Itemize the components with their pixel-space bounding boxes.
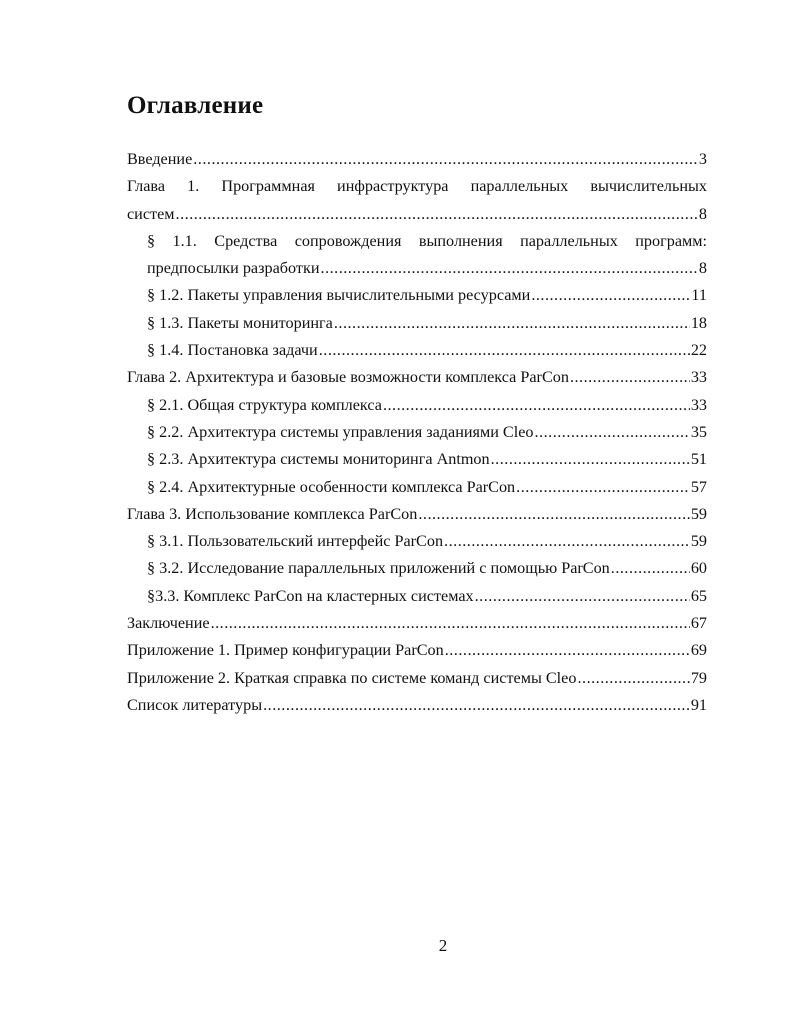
- toc-entry-section-3-2: [147, 555, 707, 582]
- toc-entry-page: 8: [698, 204, 707, 223]
- toc-entry-title: § 1.2. Пакеты управления вычислительными ресурсами: [147, 286, 531, 305]
- toc-entry-page: 8: [698, 259, 707, 278]
- toc-entry-title: Заключение: [127, 614, 210, 633]
- toc-entry-page: 91: [690, 695, 707, 714]
- toc-entry-appendix-2: [127, 665, 707, 692]
- dot-leader: [321, 255, 698, 282]
- dot-leader: [176, 201, 698, 228]
- toc-entry-title: Глава 2. Архитектура и базовые возможности комплекса ParCon: [127, 368, 569, 387]
- page-number: 2: [438, 936, 448, 955]
- dot-leader: [445, 637, 690, 664]
- toc-entry-title: § 3.2. Исследование параллельных приложений с помощью ParCon: [147, 559, 610, 578]
- toc-entry-page: 33: [690, 395, 707, 414]
- dot-leader: [611, 555, 690, 582]
- toc-entry-section-1-1: [147, 228, 707, 283]
- toc-entry-title-line2: систем: [127, 204, 175, 223]
- toc-entry-title-line1: Глава 1. Программная инфраструктура параллельных вычислительных: [127, 177, 707, 196]
- toc-entry-page: 18: [690, 313, 707, 332]
- toc-entry-section-2-1: [147, 392, 707, 419]
- toc-entry-title: § 2.2. Архитектура системы управления заданиями Cleo: [147, 422, 534, 441]
- toc-entry-title-line2-row: [147, 255, 707, 282]
- toc-entry-intro: [127, 146, 707, 173]
- dot-leader: [531, 282, 690, 309]
- dot-leader: [475, 583, 690, 610]
- dot-leader: [418, 501, 689, 528]
- dot-leader: [516, 474, 690, 501]
- toc-entry-page: 11: [691, 286, 707, 305]
- toc-entry-section-1-2: [147, 282, 707, 309]
- toc-entry-title: Приложение 2. Краткая справка по системе команд системы Cleo: [127, 668, 577, 687]
- toc-entry-title: § 1.4. Постановка задачи: [147, 341, 318, 360]
- toc-entry-page: 33: [690, 368, 707, 387]
- dot-leader: [193, 146, 698, 173]
- page-title: Оглавление: [127, 92, 264, 119]
- dot-leader: [319, 337, 690, 364]
- toc-entry-title: §3.3. Комплекс ParCon на кластерных системах: [147, 586, 474, 605]
- toc-entry-title-line1: § 1.1. Средства сопровождения выполнения параллельных программ:: [147, 231, 707, 250]
- toc-entry-page: 3: [698, 150, 707, 168]
- toc-entry-references: [127, 692, 707, 719]
- toc-entry-section-3-1: [147, 528, 707, 555]
- toc-entry-chapter-2: [127, 364, 707, 391]
- toc-entry-title: Введение: [127, 150, 193, 168]
- toc-entry-page: 59: [690, 532, 707, 551]
- toc-entry-title-line2-row: [127, 201, 707, 228]
- toc-entry-page: 60: [690, 559, 707, 578]
- toc-entry-title: Глава 3. Использование комплекса ParCon: [127, 504, 418, 523]
- toc-entry-page: 35: [690, 422, 707, 441]
- toc-entry-title: Список литературы: [127, 695, 263, 714]
- dot-leader: [577, 665, 689, 692]
- toc-entry-section-2-2: [147, 419, 707, 446]
- table-of-contents: [127, 146, 707, 719]
- toc-entry-section-1-3: [147, 310, 707, 337]
- toc-entry-section-2-3: [147, 446, 707, 473]
- toc-entry-conclusion: [127, 610, 707, 637]
- toc-entry-page: 22: [690, 341, 707, 360]
- toc-entry-page: 57: [690, 477, 707, 496]
- dot-leader: [383, 392, 690, 419]
- toc-entry-page: 59: [690, 504, 707, 523]
- toc-entry-title-line2: предпосылки разработки: [147, 259, 320, 278]
- toc-entry-title: § 3.1. Пользовательский интерфейс ParCon: [147, 532, 444, 551]
- toc-entry-title: § 2.3. Архитектура системы мониторинга Antmon: [147, 450, 490, 469]
- toc-entry-chapter-3: [127, 501, 707, 528]
- dot-leader: [535, 419, 690, 446]
- toc-entry-title: Приложение 1. Пример конфигурации ParCon: [127, 641, 444, 660]
- toc-entry-page: 69: [690, 641, 707, 660]
- dot-leader: [263, 692, 690, 719]
- dot-leader: [334, 310, 690, 337]
- toc-entry-page: 67: [690, 614, 707, 633]
- toc-entry-title: § 2.1. Общая структура комплекса: [147, 395, 382, 414]
- dot-leader: [491, 446, 690, 473]
- toc-entry-section-1-4: [147, 337, 707, 364]
- dot-leader: [211, 610, 690, 637]
- toc-entry-section-3-3: [147, 583, 707, 610]
- dot-leader: [444, 528, 690, 555]
- toc-entry-title: § 1.3. Пакеты мониторинга: [147, 313, 333, 332]
- toc-entry-page: 79: [690, 668, 707, 687]
- toc-entry-section-2-4: [147, 474, 707, 501]
- dot-leader: [570, 364, 690, 391]
- toc-entry-page: 51: [690, 450, 707, 469]
- toc-entry-title: § 2.4. Архитектурные особенности комплекса ParCon: [147, 477, 516, 496]
- toc-entry-page: 65: [690, 586, 707, 605]
- toc-entry-appendix-1: [127, 637, 707, 664]
- toc-entry-chapter-1: [127, 173, 707, 228]
